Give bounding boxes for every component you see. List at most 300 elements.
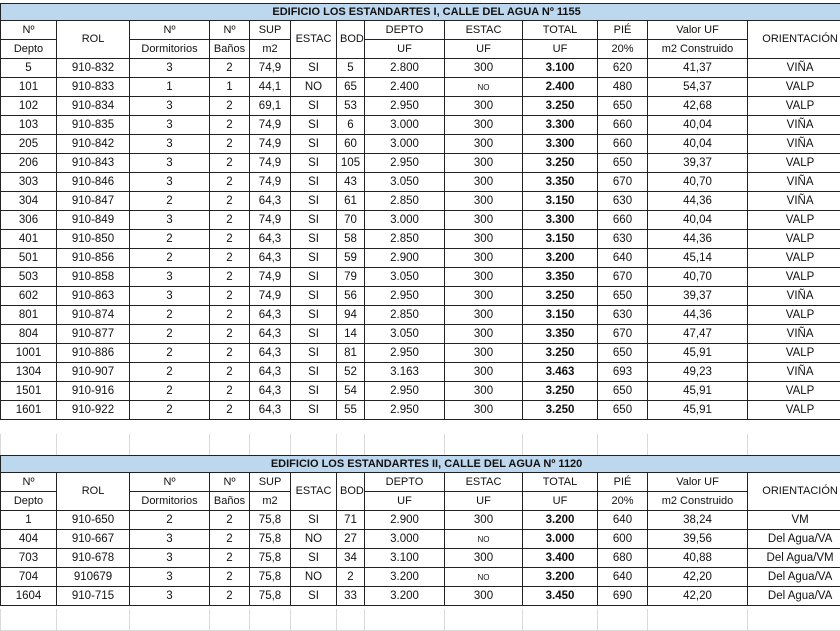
table-cell[interactable]: 801: [1, 306, 57, 325]
table-cell[interactable]: 81: [337, 344, 365, 363]
table-cell[interactable]: 33: [337, 587, 365, 606]
table-cell[interactable]: 3.450: [523, 587, 598, 606]
table-cell[interactable]: 910-907: [57, 363, 130, 382]
table-cell[interactable]: 1001: [1, 344, 57, 363]
table-cell[interactable]: VALP: [748, 230, 840, 249]
table-cell[interactable]: 2: [210, 268, 250, 287]
table-cell[interactable]: 1304: [1, 363, 57, 382]
table-cell[interactable]: 42,20: [648, 568, 748, 587]
table-cell[interactable]: 2.950: [365, 97, 445, 116]
table-cell[interactable]: VIÑA: [748, 363, 840, 382]
table-cell[interactable]: 693: [598, 363, 648, 382]
table-cell[interactable]: 3: [130, 154, 210, 173]
table-cell[interactable]: 74,9: [250, 135, 291, 154]
table-cell[interactable]: 650: [598, 344, 648, 363]
table-cell[interactable]: 2.400: [523, 78, 598, 97]
table-cell[interactable]: 2.950: [365, 154, 445, 173]
table-cell[interactable]: 2: [210, 135, 250, 154]
table-cell[interactable]: 3: [130, 116, 210, 135]
table-cell[interactable]: 34: [337, 549, 365, 568]
table-cell[interactable]: 503: [1, 268, 57, 287]
table-cell[interactable]: 55: [337, 401, 365, 420]
table-cell[interactable]: 910-650: [57, 511, 130, 530]
table-cell[interactable]: 3.300: [523, 211, 598, 230]
table-cell[interactable]: 910-667: [57, 530, 130, 549]
table-cell[interactable]: 75,8: [250, 587, 291, 606]
table-cell[interactable]: 910-849: [57, 211, 130, 230]
table-cell[interactable]: 40,04: [648, 211, 748, 230]
table-cell[interactable]: VALP: [748, 97, 840, 116]
table-cell[interactable]: SI: [291, 306, 337, 325]
table-cell[interactable]: 3.300: [523, 135, 598, 154]
table-cell[interactable]: 38,24: [648, 511, 748, 530]
table-cell[interactable]: SI: [291, 135, 337, 154]
table-cell[interactable]: VALP: [748, 401, 840, 420]
table-cell[interactable]: 2: [210, 568, 250, 587]
table-cell[interactable]: 3: [130, 59, 210, 78]
table-cell[interactable]: 300: [445, 401, 523, 420]
table-cell[interactable]: 300: [445, 549, 523, 568]
table-cell[interactable]: 3.000: [523, 530, 598, 549]
table-cell[interactable]: 2: [210, 211, 250, 230]
table-cell[interactable]: 2: [130, 192, 210, 211]
table-cell[interactable]: 70: [337, 211, 365, 230]
table-cell[interactable]: 3.200: [365, 587, 445, 606]
table-cell[interactable]: 2: [130, 344, 210, 363]
table-cell[interactable]: 2: [210, 549, 250, 568]
table-cell[interactable]: 2: [210, 382, 250, 401]
table-cell[interactable]: 40,70: [648, 173, 748, 192]
table-cell[interactable]: 206: [1, 154, 57, 173]
table-cell[interactable]: 3.250: [523, 287, 598, 306]
table-cell[interactable]: VIÑA: [748, 116, 840, 135]
table-cell[interactable]: 640: [598, 511, 648, 530]
table-cell[interactable]: 2.950: [365, 344, 445, 363]
table-cell[interactable]: 3.250: [523, 97, 598, 116]
table-cell[interactable]: SI: [291, 192, 337, 211]
table-cell[interactable]: 1: [130, 78, 210, 97]
table-cell[interactable]: 300: [445, 154, 523, 173]
table-cell[interactable]: 3: [130, 211, 210, 230]
table-cell[interactable]: 2: [210, 511, 250, 530]
table-cell[interactable]: NO: [445, 530, 523, 549]
table-cell[interactable]: 5: [337, 59, 365, 78]
table-cell[interactable]: 2: [210, 325, 250, 344]
table-cell[interactable]: 69,1: [250, 97, 291, 116]
table-cell[interactable]: 3: [130, 268, 210, 287]
table-cell[interactable]: 910-678: [57, 549, 130, 568]
table-cell[interactable]: 3.250: [523, 154, 598, 173]
table-cell[interactable]: 910-877: [57, 325, 130, 344]
table-cell[interactable]: 703: [1, 549, 57, 568]
table-cell[interactable]: 304: [1, 192, 57, 211]
table-cell[interactable]: 2: [210, 230, 250, 249]
table-cell[interactable]: 300: [445, 287, 523, 306]
table-cell[interactable]: 64,3: [250, 363, 291, 382]
table-cell[interactable]: 3: [130, 587, 210, 606]
table-cell[interactable]: 102: [1, 97, 57, 116]
table-cell[interactable]: 300: [445, 59, 523, 78]
table-cell[interactable]: 680: [598, 549, 648, 568]
table-cell[interactable]: 2: [130, 382, 210, 401]
table-cell[interactable]: 2: [210, 59, 250, 78]
table-cell[interactable]: 650: [598, 287, 648, 306]
table-cell[interactable]: 75,8: [250, 549, 291, 568]
table-cell[interactable]: 2: [210, 97, 250, 116]
table-cell[interactable]: 3.200: [523, 511, 598, 530]
table-cell[interactable]: 3: [130, 97, 210, 116]
table-cell[interactable]: VALP: [748, 78, 840, 97]
table-cell[interactable]: 2: [130, 230, 210, 249]
table-cell[interactable]: 300: [445, 363, 523, 382]
table-cell[interactable]: 27: [337, 530, 365, 549]
table-cell[interactable]: 2: [130, 401, 210, 420]
table-cell[interactable]: 2: [130, 511, 210, 530]
table-cell[interactable]: 650: [598, 154, 648, 173]
table-cell[interactable]: 2.950: [365, 287, 445, 306]
table-cell[interactable]: 45,91: [648, 382, 748, 401]
table-cell[interactable]: 60: [337, 135, 365, 154]
table-cell[interactable]: 3.250: [523, 401, 598, 420]
table-cell[interactable]: 44,36: [648, 192, 748, 211]
table-cell[interactable]: 40,70: [648, 268, 748, 287]
table-cell[interactable]: 3.100: [523, 59, 598, 78]
table-cell[interactable]: 2: [130, 306, 210, 325]
table-cell[interactable]: 2: [210, 306, 250, 325]
table-cell[interactable]: 480: [598, 78, 648, 97]
table-cell[interactable]: 910-847: [57, 192, 130, 211]
table-cell[interactable]: 2: [210, 344, 250, 363]
table-cell[interactable]: 43: [337, 173, 365, 192]
table-cell[interactable]: 1604: [1, 587, 57, 606]
table-cell[interactable]: 300: [445, 230, 523, 249]
table-cell[interactable]: 71: [337, 511, 365, 530]
table-cell[interactable]: 660: [598, 211, 648, 230]
table-cell[interactable]: 3.400: [523, 549, 598, 568]
table-cell[interactable]: 64,3: [250, 344, 291, 363]
table-cell[interactable]: VALP: [748, 382, 840, 401]
table-cell[interactable]: 303: [1, 173, 57, 192]
table-cell[interactable]: 54: [337, 382, 365, 401]
table-cell[interactable]: 3.350: [523, 268, 598, 287]
table-cell[interactable]: 630: [598, 230, 648, 249]
table-cell[interactable]: 79: [337, 268, 365, 287]
table-cell[interactable]: 3: [130, 287, 210, 306]
table-cell[interactable]: 910-834: [57, 97, 130, 116]
table-cell[interactable]: 65: [337, 78, 365, 97]
table-cell[interactable]: 910-916: [57, 382, 130, 401]
table-cell[interactable]: NO: [291, 568, 337, 587]
table-cell[interactable]: 2.900: [365, 249, 445, 268]
table-cell[interactable]: 74,9: [250, 59, 291, 78]
table-cell[interactable]: 300: [445, 325, 523, 344]
table-cell[interactable]: 64,3: [250, 325, 291, 344]
table-cell[interactable]: 3.200: [523, 249, 598, 268]
table-cell[interactable]: 3.000: [365, 530, 445, 549]
table-cell[interactable]: 2.850: [365, 192, 445, 211]
table-cell[interactable]: 39,37: [648, 154, 748, 173]
table-cell[interactable]: 910-832: [57, 59, 130, 78]
table-cell[interactable]: 650: [598, 97, 648, 116]
table-cell[interactable]: 74,9: [250, 154, 291, 173]
table-cell[interactable]: 40,04: [648, 116, 748, 135]
table-cell[interactable]: 54,37: [648, 78, 748, 97]
table-cell[interactable]: 910-922: [57, 401, 130, 420]
table-cell[interactable]: VIÑA: [748, 287, 840, 306]
table-cell[interactable]: 300: [445, 135, 523, 154]
table-cell[interactable]: 2: [210, 363, 250, 382]
table-cell[interactable]: 59: [337, 249, 365, 268]
table-cell[interactable]: 660: [598, 135, 648, 154]
table-cell[interactable]: Del Agua/VM: [748, 549, 840, 568]
table-cell[interactable]: 300: [445, 249, 523, 268]
table-cell[interactable]: 74,9: [250, 116, 291, 135]
table-cell[interactable]: SI: [291, 97, 337, 116]
table-cell[interactable]: NO: [291, 530, 337, 549]
table-cell[interactable]: VIÑA: [748, 325, 840, 344]
table-cell[interactable]: 300: [445, 192, 523, 211]
table-cell[interactable]: 300: [445, 306, 523, 325]
table-cell[interactable]: 3.463: [523, 363, 598, 382]
table-cell[interactable]: 650: [598, 401, 648, 420]
table-cell[interactable]: SI: [291, 382, 337, 401]
table-cell[interactable]: Del Agua/VA: [748, 587, 840, 606]
table-cell[interactable]: 401: [1, 230, 57, 249]
table-cell[interactable]: 300: [445, 587, 523, 606]
table-cell[interactable]: 3: [130, 568, 210, 587]
table-cell[interactable]: 2: [210, 587, 250, 606]
table-cell[interactable]: 61: [337, 192, 365, 211]
table-cell[interactable]: 75,8: [250, 511, 291, 530]
table-cell[interactable]: 64,3: [250, 306, 291, 325]
table-cell[interactable]: 2: [210, 249, 250, 268]
table-cell[interactable]: 42,68: [648, 97, 748, 116]
table-cell[interactable]: SI: [291, 211, 337, 230]
table-cell[interactable]: SI: [291, 549, 337, 568]
table-cell[interactable]: 39,37: [648, 287, 748, 306]
table-cell[interactable]: 2.850: [365, 306, 445, 325]
table-cell[interactable]: 64,3: [250, 382, 291, 401]
table-cell[interactable]: 2: [130, 249, 210, 268]
table-cell[interactable]: 2.800: [365, 59, 445, 78]
table-cell[interactable]: 910-850: [57, 230, 130, 249]
table-cell[interactable]: 45,91: [648, 401, 748, 420]
table-cell[interactable]: 75,8: [250, 568, 291, 587]
table-cell[interactable]: 404: [1, 530, 57, 549]
table-cell[interactable]: 660: [598, 116, 648, 135]
table-cell[interactable]: 64,3: [250, 249, 291, 268]
table-cell[interactable]: 3: [130, 530, 210, 549]
table-cell[interactable]: SI: [291, 230, 337, 249]
table-cell[interactable]: 2: [130, 363, 210, 382]
table-cell[interactable]: VALP: [748, 268, 840, 287]
table-cell[interactable]: 501: [1, 249, 57, 268]
table-cell[interactable]: 3.050: [365, 173, 445, 192]
table-cell[interactable]: 910-886: [57, 344, 130, 363]
table-cell[interactable]: NO: [291, 78, 337, 97]
table-cell[interactable]: 1501: [1, 382, 57, 401]
table-cell[interactable]: 3.000: [365, 135, 445, 154]
table-cell[interactable]: SI: [291, 154, 337, 173]
table-cell[interactable]: VIÑA: [748, 192, 840, 211]
table-cell[interactable]: SI: [291, 401, 337, 420]
table-cell[interactable]: 42,20: [648, 587, 748, 606]
table-cell[interactable]: 2: [210, 154, 250, 173]
table-cell[interactable]: 1: [1, 511, 57, 530]
table-cell[interactable]: VALP: [748, 249, 840, 268]
table-cell[interactable]: 910-858: [57, 268, 130, 287]
table-cell[interactable]: 49,23: [648, 363, 748, 382]
table-cell[interactable]: SI: [291, 59, 337, 78]
table-cell[interactable]: 3.250: [523, 344, 598, 363]
table-cell[interactable]: 44,36: [648, 306, 748, 325]
table-cell[interactable]: 670: [598, 268, 648, 287]
table-cell[interactable]: 41,37: [648, 59, 748, 78]
table-cell[interactable]: 2.950: [365, 401, 445, 420]
table-cell[interactable]: 39,56: [648, 530, 748, 549]
table-cell[interactable]: 3.200: [523, 568, 598, 587]
table-cell[interactable]: 64,3: [250, 192, 291, 211]
table-cell[interactable]: 53: [337, 97, 365, 116]
table-cell[interactable]: NO: [445, 78, 523, 97]
table-cell[interactable]: 103: [1, 116, 57, 135]
table-cell[interactable]: 2.950: [365, 382, 445, 401]
table-cell[interactable]: 910-715: [57, 587, 130, 606]
table-cell[interactable]: 630: [598, 192, 648, 211]
table-cell[interactable]: 300: [445, 173, 523, 192]
table-cell[interactable]: 58: [337, 230, 365, 249]
table-cell[interactable]: 3: [130, 135, 210, 154]
table-cell[interactable]: 205: [1, 135, 57, 154]
table-cell[interactable]: Del Agua/VA: [748, 568, 840, 587]
table-cell[interactable]: 910-835: [57, 116, 130, 135]
table-cell[interactable]: 2: [337, 568, 365, 587]
table-cell[interactable]: 704: [1, 568, 57, 587]
table-cell[interactable]: 1: [210, 78, 250, 97]
table-cell[interactable]: 3.163: [365, 363, 445, 382]
table-cell[interactable]: 74,9: [250, 268, 291, 287]
table-cell[interactable]: 101: [1, 78, 57, 97]
table-cell[interactable]: Del Agua/VA: [748, 530, 840, 549]
table-cell[interactable]: 1601: [1, 401, 57, 420]
table-cell[interactable]: 640: [598, 249, 648, 268]
table-cell[interactable]: 300: [445, 382, 523, 401]
table-cell[interactable]: 44,36: [648, 230, 748, 249]
table-cell[interactable]: 630: [598, 306, 648, 325]
table-cell[interactable]: 2.900: [365, 511, 445, 530]
table-cell[interactable]: 3.000: [365, 116, 445, 135]
table-cell[interactable]: SI: [291, 249, 337, 268]
table-cell[interactable]: VIÑA: [748, 135, 840, 154]
table-cell[interactable]: 64,3: [250, 401, 291, 420]
table-cell[interactable]: 44,1: [250, 78, 291, 97]
table-cell[interactable]: 3: [130, 549, 210, 568]
table-cell[interactable]: 52: [337, 363, 365, 382]
table-cell[interactable]: 2: [210, 192, 250, 211]
table-cell[interactable]: 2: [210, 116, 250, 135]
table-cell[interactable]: VALP: [748, 344, 840, 363]
table-cell[interactable]: SI: [291, 587, 337, 606]
table-cell[interactable]: 300: [445, 511, 523, 530]
table-cell[interactable]: 690: [598, 587, 648, 606]
table-cell[interactable]: 45,14: [648, 249, 748, 268]
table-cell[interactable]: 14: [337, 325, 365, 344]
table-cell[interactable]: 602: [1, 287, 57, 306]
table-cell[interactable]: VM: [748, 511, 840, 530]
table-cell[interactable]: 650: [598, 382, 648, 401]
table-cell[interactable]: SI: [291, 511, 337, 530]
table-cell[interactable]: 47,47: [648, 325, 748, 344]
table-cell[interactable]: 64,3: [250, 230, 291, 249]
table-cell[interactable]: SI: [291, 325, 337, 344]
table-cell[interactable]: 74,9: [250, 173, 291, 192]
table-cell[interactable]: SI: [291, 363, 337, 382]
table-cell[interactable]: 3.200: [365, 568, 445, 587]
table-cell[interactable]: 300: [445, 211, 523, 230]
table-cell[interactable]: 3.050: [365, 325, 445, 344]
table-cell[interactable]: 910-842: [57, 135, 130, 154]
table-cell[interactable]: 3.150: [523, 192, 598, 211]
table-cell[interactable]: 910-843: [57, 154, 130, 173]
table-cell[interactable]: 3.100: [365, 549, 445, 568]
table-cell[interactable]: 300: [445, 116, 523, 135]
table-cell[interactable]: 2: [210, 401, 250, 420]
table-cell[interactable]: 670: [598, 173, 648, 192]
table-cell[interactable]: 5: [1, 59, 57, 78]
table-cell[interactable]: 306: [1, 211, 57, 230]
table-cell[interactable]: 40,04: [648, 135, 748, 154]
table-cell[interactable]: 2: [130, 325, 210, 344]
table-cell[interactable]: 45,91: [648, 344, 748, 363]
table-cell[interactable]: 74,9: [250, 287, 291, 306]
table-cell[interactable]: 910-846: [57, 173, 130, 192]
table-cell[interactable]: 56: [337, 287, 365, 306]
table-cell[interactable]: SI: [291, 344, 337, 363]
table-cell[interactable]: 94: [337, 306, 365, 325]
table-cell[interactable]: SI: [291, 173, 337, 192]
table-cell[interactable]: 3.350: [523, 173, 598, 192]
table-cell[interactable]: 2.400: [365, 78, 445, 97]
table-cell[interactable]: 3.050: [365, 268, 445, 287]
table-cell[interactable]: 910-833: [57, 78, 130, 97]
table-cell[interactable]: 620: [598, 59, 648, 78]
table-cell[interactable]: 300: [445, 97, 523, 116]
table-cell[interactable]: 300: [445, 344, 523, 363]
table-cell[interactable]: 74,9: [250, 211, 291, 230]
table-cell[interactable]: NO: [445, 568, 523, 587]
table-cell[interactable]: 670: [598, 325, 648, 344]
table-cell[interactable]: 3: [130, 173, 210, 192]
table-cell[interactable]: 3.350: [523, 325, 598, 344]
table-cell[interactable]: 3.300: [523, 116, 598, 135]
table-cell[interactable]: 300: [445, 268, 523, 287]
table-cell[interactable]: 3.250: [523, 382, 598, 401]
table-cell[interactable]: VALP: [748, 306, 840, 325]
table-cell[interactable]: SI: [291, 116, 337, 135]
table-cell[interactable]: 3.000: [365, 211, 445, 230]
table-cell[interactable]: SI: [291, 268, 337, 287]
table-cell[interactable]: 2: [210, 530, 250, 549]
table-cell[interactable]: 640: [598, 568, 648, 587]
table-cell[interactable]: VIÑA: [748, 173, 840, 192]
table-cell[interactable]: 2.850: [365, 230, 445, 249]
table-cell[interactable]: 804: [1, 325, 57, 344]
table-cell[interactable]: 3.150: [523, 306, 598, 325]
table-cell[interactable]: 910679: [57, 568, 130, 587]
table-cell[interactable]: VALP: [748, 211, 840, 230]
table-cell[interactable]: 910-874: [57, 306, 130, 325]
table-cell[interactable]: 2: [210, 287, 250, 306]
